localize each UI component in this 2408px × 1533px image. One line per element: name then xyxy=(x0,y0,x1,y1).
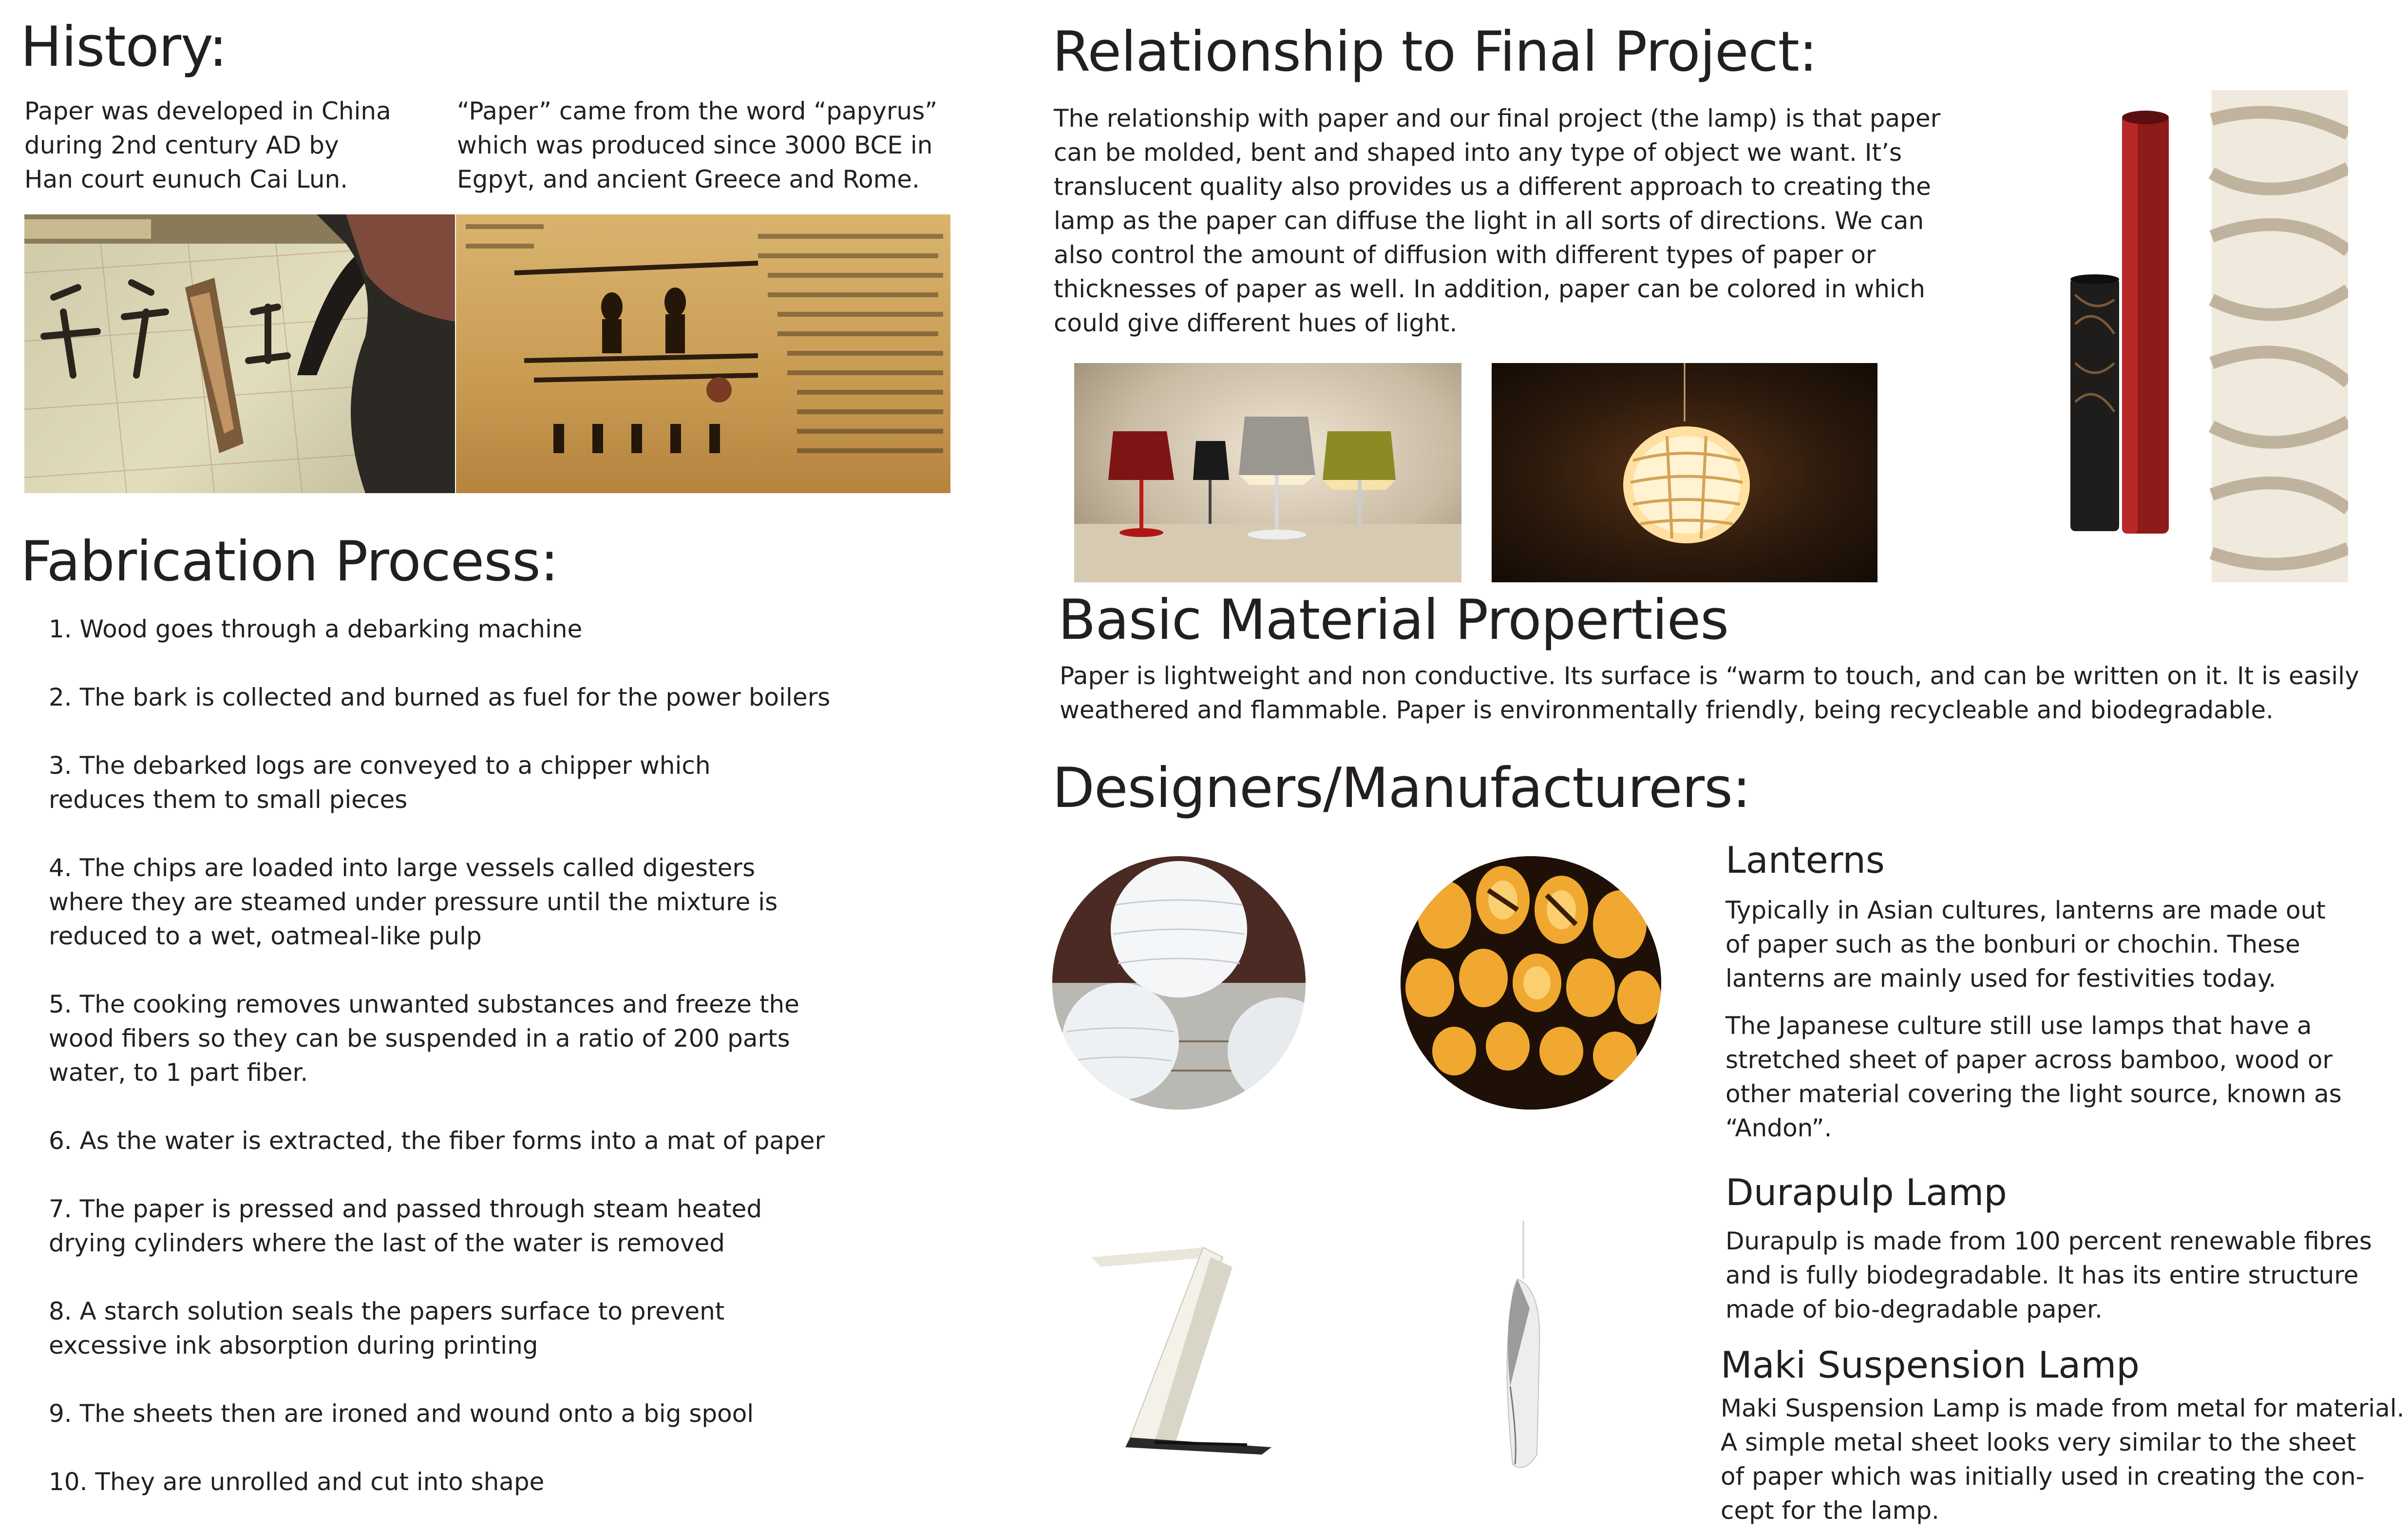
fabrication-step: 2. The bark is collected and burned as fuel for the power boilers xyxy=(49,683,831,711)
fabrication-step: 1. Wood goes through a debarking machine xyxy=(49,615,583,643)
pendant-lamp-photo xyxy=(1492,363,1877,582)
durapulp-text: Durapulp is made from 100 percent renewable fibres and is fully biodegradable. It has its entire structure made of bio-degradable paper. xyxy=(1725,1227,2372,1323)
white-lanterns-photo xyxy=(1052,856,1306,1110)
material-heading: Basic Material Properties xyxy=(1058,588,1729,652)
fabrication-step: 7. The paper is pressed and passed through steam heated drying cylinders where the last of the water is removed xyxy=(49,1195,762,1257)
papyrus-photo xyxy=(456,214,950,493)
fabrication-step: 5. The cooking removes unwanted substances and freeze the wood fibers so they can be suspended in a ratio of 200 parts water, to 1 part fiber. xyxy=(49,990,799,1087)
maki-lamp-photo xyxy=(1483,1221,1561,1484)
fabrication-step: 8. A starch solution seals the papers surface to prevent excessive ink absorption during printing xyxy=(49,1297,725,1360)
durapulp-heading: Durapulp Lamp xyxy=(1725,1171,2007,1214)
maki-heading: Maki Suspension Lamp xyxy=(1721,1343,2140,1386)
calligraphy-photo xyxy=(24,214,455,493)
fabrication-step: 3. The debarked logs are conveyed to a chipper which reduces them to small pieces xyxy=(49,751,711,814)
fabrication-step: 6. As the water is extracted, the fiber forms into a mat of paper xyxy=(49,1127,825,1155)
lanterns-heading: Lanterns xyxy=(1725,839,1885,881)
floor-lamps-photo xyxy=(2066,90,2348,582)
orange-lanterns-photo xyxy=(1401,856,1661,1110)
fabrication-steps xyxy=(49,612,974,1533)
maki-text: Maki Suspension Lamp is made from metal for material. A simple metal sheet looks very similar to the sheet of paper which was initially used in creating the con- cept for the lamp. xyxy=(1721,1394,2405,1525)
relationship-heading: Relationship to Final Project: xyxy=(1052,19,1817,84)
history-heading: History: xyxy=(20,15,227,79)
history-text-right: “Paper” came from the word “papyrus” which was produced since 3000 BCE in Egpyt, and ancient Greece and Rome. xyxy=(457,97,938,193)
material-text: Paper is lightweight and non conductive. Its surface is “warm to touch, and can be written on it. It is easily weathered and flammable. Paper is environmentally friendly, being recycleable and biodegradable. xyxy=(1060,662,2359,724)
fabrication-step: 10. They are unrolled and cut into shape xyxy=(49,1468,545,1496)
table-lamps-photo xyxy=(1074,363,1461,582)
lanterns-text-2: The Japanese culture still use lamps that have a stretched sheet of paper across bamboo, wood or other material covering the light source, known as “Andon”. xyxy=(1725,1012,2342,1142)
fabrication-heading: Fabrication Process: xyxy=(20,529,558,594)
relationship-text: The relationship with paper and our final project (the lamp) is that paper can be molded, bent and shaped into any type of object we want. It’s translucent quality also provides us a different approach to creating the lamp as the paper can diffuse the light in all sorts of directions. We can also control the amount of diffusion with different types of paper or thicknesses of paper as well. In addition, paper can be colored in which could give different hues of light. xyxy=(1054,104,1941,337)
durapulp-lamp-photo xyxy=(1086,1238,1296,1457)
fabrication-step: 9. The sheets then are ironed and wound onto a big spool xyxy=(49,1399,754,1428)
history-text-left: Paper was developed in China during 2nd century AD by Han court eunuch Cai Lun. xyxy=(24,97,391,193)
designers-heading: Designers/Manufacturers: xyxy=(1052,756,1751,820)
fabrication-step: 4. The chips are loaded into large vessels called digesters where they are steamed under pressure until the mixture is reduced to a wet, oatmeal-like pulp xyxy=(49,854,778,950)
lanterns-text-1: Typically in Asian cultures, lanterns are made out of paper such as the bonburi or chochin. These lanterns are mainly used for festivities today. xyxy=(1725,896,2326,993)
